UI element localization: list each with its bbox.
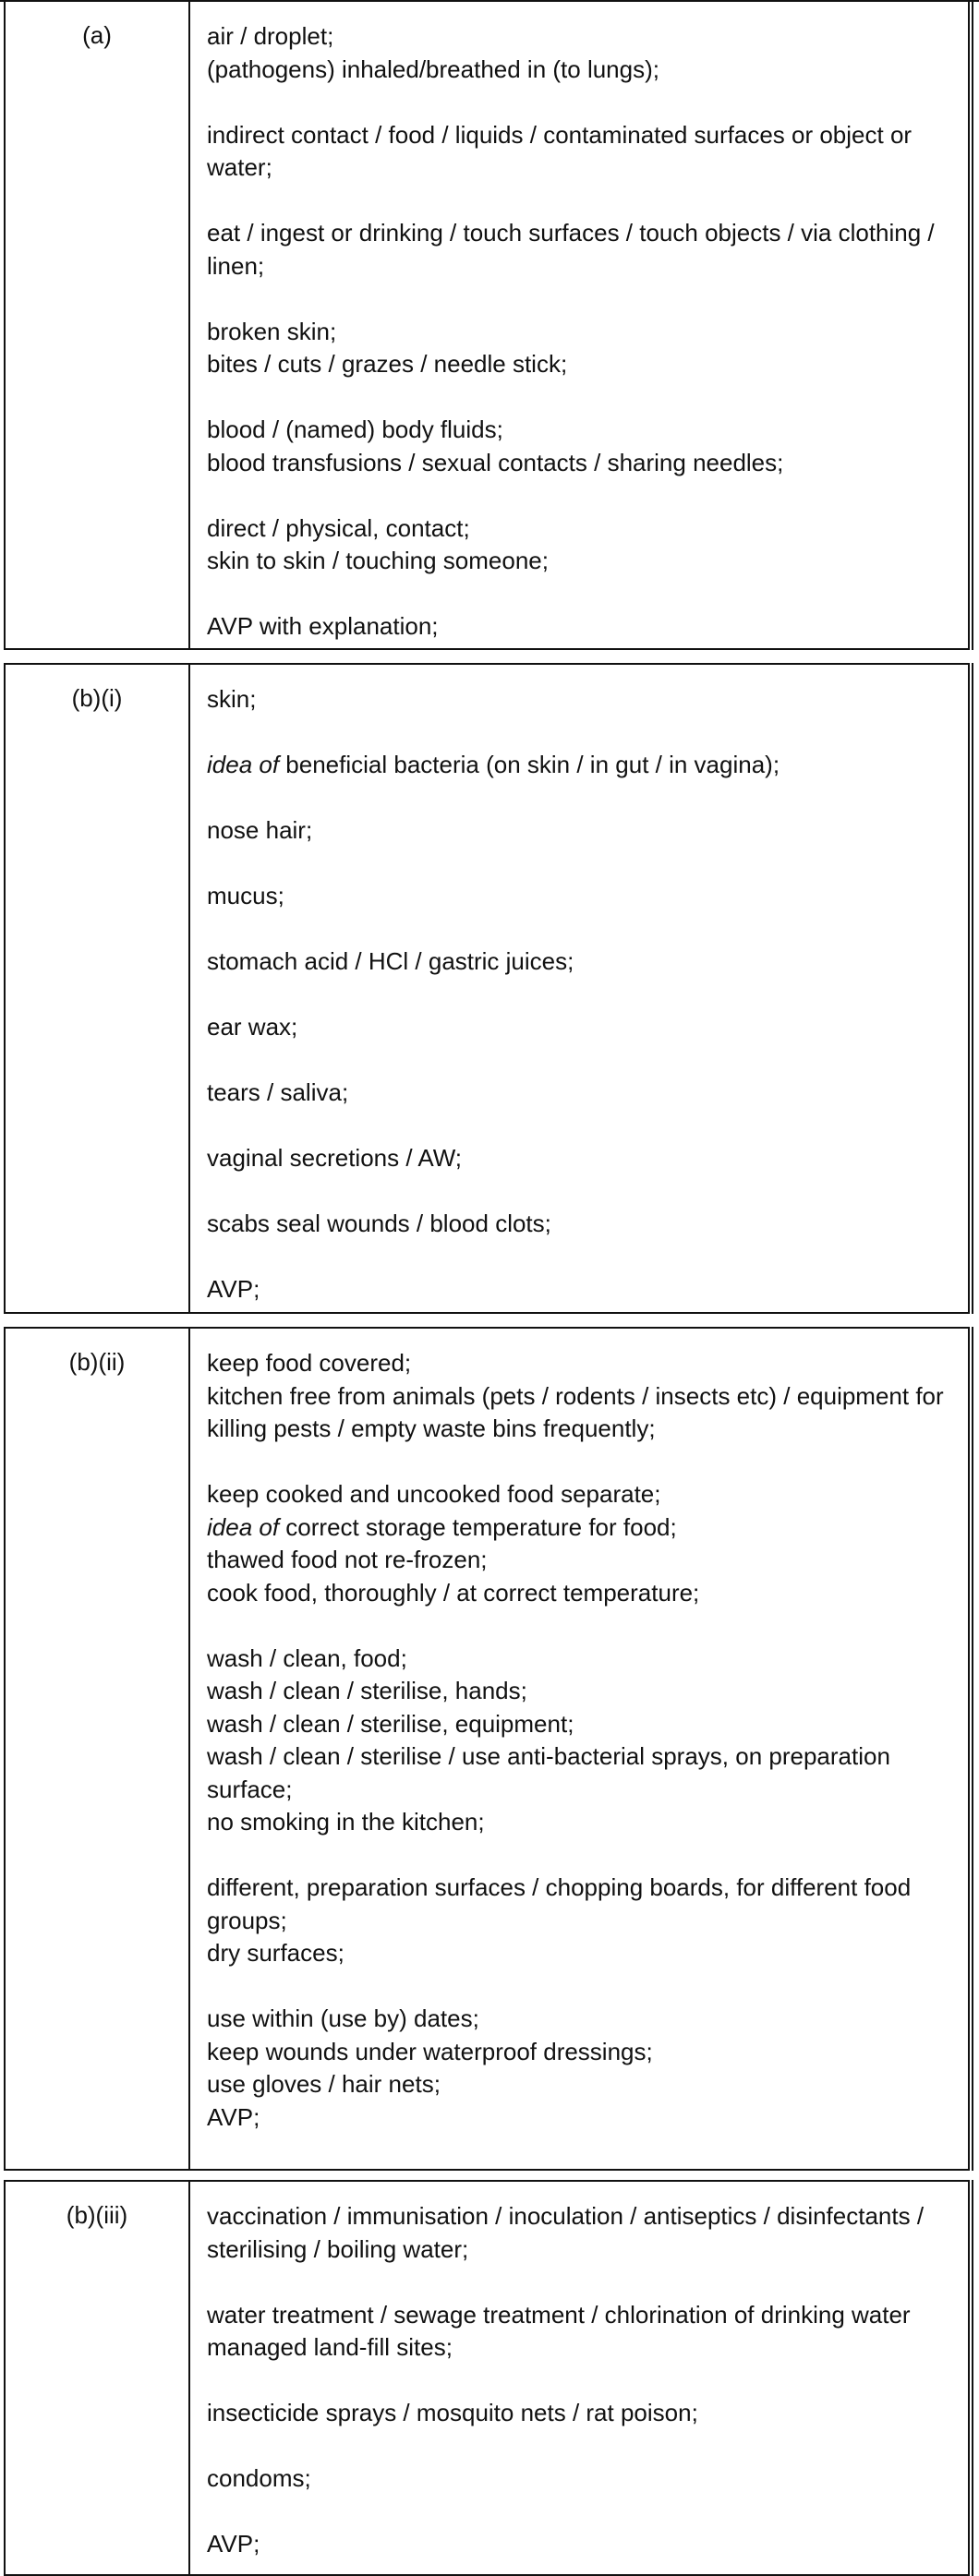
answer-line: dry surfaces; [207, 1939, 344, 1967]
answer-line: cook food, thoroughly / at correct temperature; [207, 1578, 700, 1607]
outer-rule [972, 2180, 973, 2576]
answer-line: wash / clean, food; [207, 1643, 407, 1672]
answer-line: ear wax; [207, 1013, 298, 1041]
answer-paragraph [207, 1011, 955, 1044]
answer-line: keep wounds under waterproof dressings; [207, 2037, 653, 2065]
section-a [4, 0, 970, 650]
answer-line: AVP; [207, 2102, 260, 2131]
answer-paragraph [207, 610, 955, 644]
outer-rule [972, 0, 973, 650]
answer-line: kitchen free from animals (pets / rodents / insects etc) / equipment for killing pests / empty waste bins frequently; [207, 1381, 944, 1442]
answer-paragraph [207, 1273, 955, 1306]
section-b-ii [4, 1327, 970, 2171]
answer-paragraph [207, 20, 955, 86]
answer-paragraph [207, 1643, 955, 1839]
answer-paragraph [207, 2003, 955, 2134]
section-content [190, 2182, 968, 2574]
answer-paragraph [207, 119, 955, 185]
answer-line: vaginal secretions / AW; [207, 1144, 463, 1172]
answer-line: stomach acid / HCl / gastric juices; [207, 947, 574, 975]
answer-line: condoms; [207, 2464, 311, 2492]
answer-line: thawed food not re-frozen; [207, 1546, 488, 1573]
answer-line: keep food covered; [207, 1349, 412, 1377]
outer-rule [972, 1327, 973, 2171]
section-content [190, 665, 968, 1312]
answer-paragraph [207, 1142, 955, 1175]
emphasis-text: idea of [207, 1512, 280, 1541]
answer-paragraph [207, 1347, 955, 1446]
section-label: (b)(ii) [6, 1329, 190, 2169]
answer-line: mucus; [207, 882, 284, 909]
section-b-i [4, 663, 970, 1314]
answer-paragraph [207, 2299, 955, 2365]
answer-paragraph [207, 316, 955, 381]
answer-line: keep cooked and uncooked food separate; [207, 1480, 661, 1508]
answer-paragraph [207, 1077, 955, 1110]
answer-line: idea of correct storage temperature for food; [207, 1512, 677, 1541]
answer-line: skin; [207, 685, 257, 713]
answer-line: wash / clean / sterilise / use anti-bacterial sprays, on preparation surface; [207, 1742, 890, 1803]
answer-line: wash / clean / sterilise, hands; [207, 1677, 527, 1704]
answer-paragraph [207, 217, 955, 283]
answer-line: bites / cuts / grazes / needle stick; [207, 350, 568, 378]
answer-paragraph [207, 683, 955, 716]
answer-line: indirect contact / food / liquids / contaminated surfaces or object or water; [207, 120, 913, 181]
answer-paragraph [207, 1208, 955, 1241]
section-label: (b)(i) [6, 665, 190, 1312]
answer-line: no smoking in the kitchen; [207, 1808, 485, 1836]
section-label: (a) [6, 2, 190, 648]
section-content [190, 2, 968, 648]
answer-line: blood / (named) body fluids; [207, 415, 503, 443]
answer-paragraph [207, 1478, 955, 1609]
answer-line: idea of beneficial bacteria (on skin / in gut / in vagina); [207, 751, 780, 778]
answer-line: AVP; [207, 2530, 260, 2558]
answer-line: broken skin; [207, 317, 337, 345]
answer-paragraph [207, 2462, 955, 2496]
answer-line: scabs seal wounds / blood clots; [207, 1210, 551, 1237]
answer-paragraph [207, 749, 955, 782]
answer-line: skin to skin / touching someone; [207, 547, 549, 574]
answer-line: wash / clean / sterilise, equipment; [207, 1709, 574, 1738]
answer-line: insecticide sprays / mosquito nets / rat poison; [207, 2399, 698, 2426]
answer-paragraph [207, 880, 955, 913]
answer-line: use gloves / hair nets; [207, 2070, 441, 2098]
answer-line: blood transfusions / sexual contacts / sharing needles; [207, 448, 784, 476]
section-content [190, 1329, 968, 2169]
answer-paragraph [207, 2528, 955, 2561]
answer-paragraph [207, 2200, 955, 2266]
answer-paragraph [207, 414, 955, 479]
answer-paragraph [207, 814, 955, 848]
answer-line: AVP; [207, 1275, 260, 1303]
answer-line: tears / saliva; [207, 1078, 349, 1106]
answer-line: direct / physical, contact; [207, 513, 470, 542]
answer-paragraph [207, 512, 955, 578]
answer-line: air / droplet; [207, 22, 334, 50]
outer-rule [972, 663, 973, 1314]
emphasis-text: idea of [207, 751, 280, 778]
answer-paragraph [207, 2397, 955, 2430]
answer-line: nose hair; [207, 816, 313, 844]
section-label: (b)(iii) [6, 2182, 190, 2574]
answer-line: different, preparation surfaces / chopping boards, for different food groups; [207, 1873, 912, 1934]
answer-line: AVP with explanation; [207, 612, 439, 640]
answer-line: (pathogens) inhaled/breathed in (to lungs); [207, 54, 659, 83]
answer-line: eat / ingest or drinking / touch surfaces / touch objects / via clothing / linen; [207, 219, 935, 280]
answer-paragraph [207, 945, 955, 979]
section-b-iii [4, 2180, 970, 2576]
answer-paragraph [207, 1872, 955, 1970]
answer-line: use within (use by) dates; [207, 2004, 479, 2032]
answer-line: vaccination / immunisation / inoculation / antiseptics / disinfectants / sterilising / boiling water; [207, 2202, 925, 2263]
answer-line: water treatment / sewage treatment / chlorination of drinking water managed land-fill sites; [207, 2300, 911, 2361]
